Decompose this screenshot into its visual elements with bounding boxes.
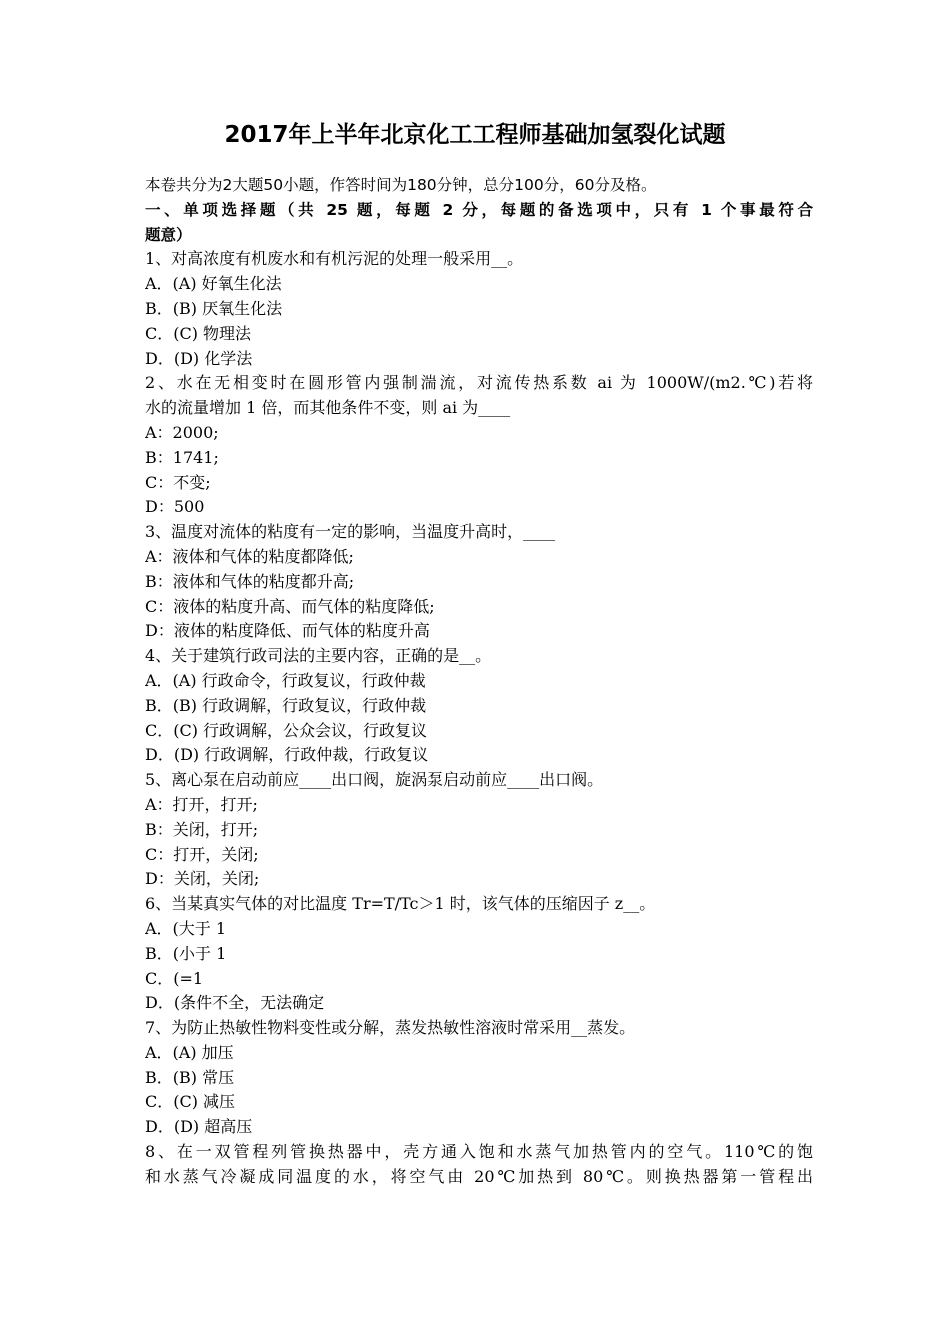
exam-intro: 本卷共分为2大题50小题，作答时间为180分钟，总分100分，60分及格。 [145,176,657,194]
question-stem: 3、温度对流体的粘度有一定的影响，当温度升高时，____ [145,522,556,542]
question-stem: 和水蒸气冷凝成同温度的水，将空气由 20℃加热到 80℃。则换热器第一管程出 [145,1166,813,1186]
answer-option: B．(B) 常压 [145,1067,235,1087]
answer-option: C．(=1 [145,968,204,988]
answer-option: A：2000; [145,422,219,442]
section-heading-cont: 题意） [145,225,192,244]
answer-option: C：打开，关闭; [145,844,259,864]
answer-option: C．(C) 行政调解，公众会议，行政复议 [145,720,428,740]
answer-option: B．(B) 厌氧生化法 [145,298,283,318]
answer-option: C：液体的粘度升高、而气体的粘度降低; [145,596,435,616]
question-stem: 7、为防止热敏性物料变性或分解，蒸发热敏性溶液时常采用__蒸发。 [145,1018,636,1038]
question-block [145,520,813,644]
answer-option: A：液体和气体的粘度都降低; [145,546,354,566]
answer-option: C．(C) 减压 [145,1092,236,1112]
question-block [145,247,813,371]
question-stem: 1、对高浓度有机废水和有机污泥的处理一般采用__。 [145,249,524,269]
question-stem: 4、关于建筑行政司法的主要内容，正确的是__。 [145,646,492,666]
question-block [145,371,813,520]
question-block [145,892,813,1016]
question-list [145,247,813,1189]
answer-option: D：关闭，关闭; [145,869,260,889]
answer-option: B．(小于 1 [145,943,227,963]
answer-option: C．(C) 物理法 [145,323,252,343]
answer-option: A：打开，打开; [145,794,258,814]
answer-option: B：液体和气体的粘度都升高; [145,571,355,591]
question-stem: 水的流量增加 1 倍，而其他条件不变，则 ai 为____ [145,398,511,418]
document-body [145,173,813,1190]
question-block [145,768,813,892]
answer-option: D．(条件不全，无法确定 [145,993,325,1013]
section-heading: 一、单项选择题（共 25 题，每题 2 分，每题的备选项中，只有 1 个事最符合 [145,200,813,219]
answer-option: A．(A) 好氧生化法 [145,274,282,294]
answer-option: B．(B) 行政调解，行政复议，行政仲裁 [145,695,427,715]
answer-option: D．(D) 超高压 [145,1117,253,1137]
question-stem: 6、当某真实气体的对比温度 Tr=T/Tc＞1 时，该气体的压缩因子 z__。 [145,894,656,914]
answer-option: A．(A) 行政命令，行政复议，行政仲裁 [145,670,426,690]
question-stem: 5、离心泵在启动前应____出口阀，旋涡泵启动前应____出口阀。 [145,770,604,790]
answer-option: D：液体的粘度降低、而气体的粘度升高 [145,621,430,641]
question-block [145,1016,813,1140]
question-block [145,1140,813,1190]
answer-option: A．(大于 1 [145,918,227,938]
answer-option: B：1741; [145,447,219,467]
answer-option: B：关闭，打开; [145,819,259,839]
question-block [145,644,813,768]
answer-option: D：500 [145,497,205,517]
question-stem: 2、水在无相变时在圆形管内强制湍流，对流传热系数 ai 为 1000W/(m2.℃)若将 [145,373,813,393]
answer-option: D．(D) 行政调解，行政仲裁，行政复议 [145,745,429,765]
answer-option: D．(D) 化学法 [145,348,253,368]
question-stem: 8、在一双管程列管换热器中，壳方通入饱和水蒸气加热管内的空气。110℃的饱 [145,1142,813,1162]
answer-option: A．(A) 加压 [145,1042,234,1062]
answer-option: C：不变; [145,472,211,492]
page-title: 2017年上半年北京化工工程师基础加氢裂化试题 [224,122,726,148]
